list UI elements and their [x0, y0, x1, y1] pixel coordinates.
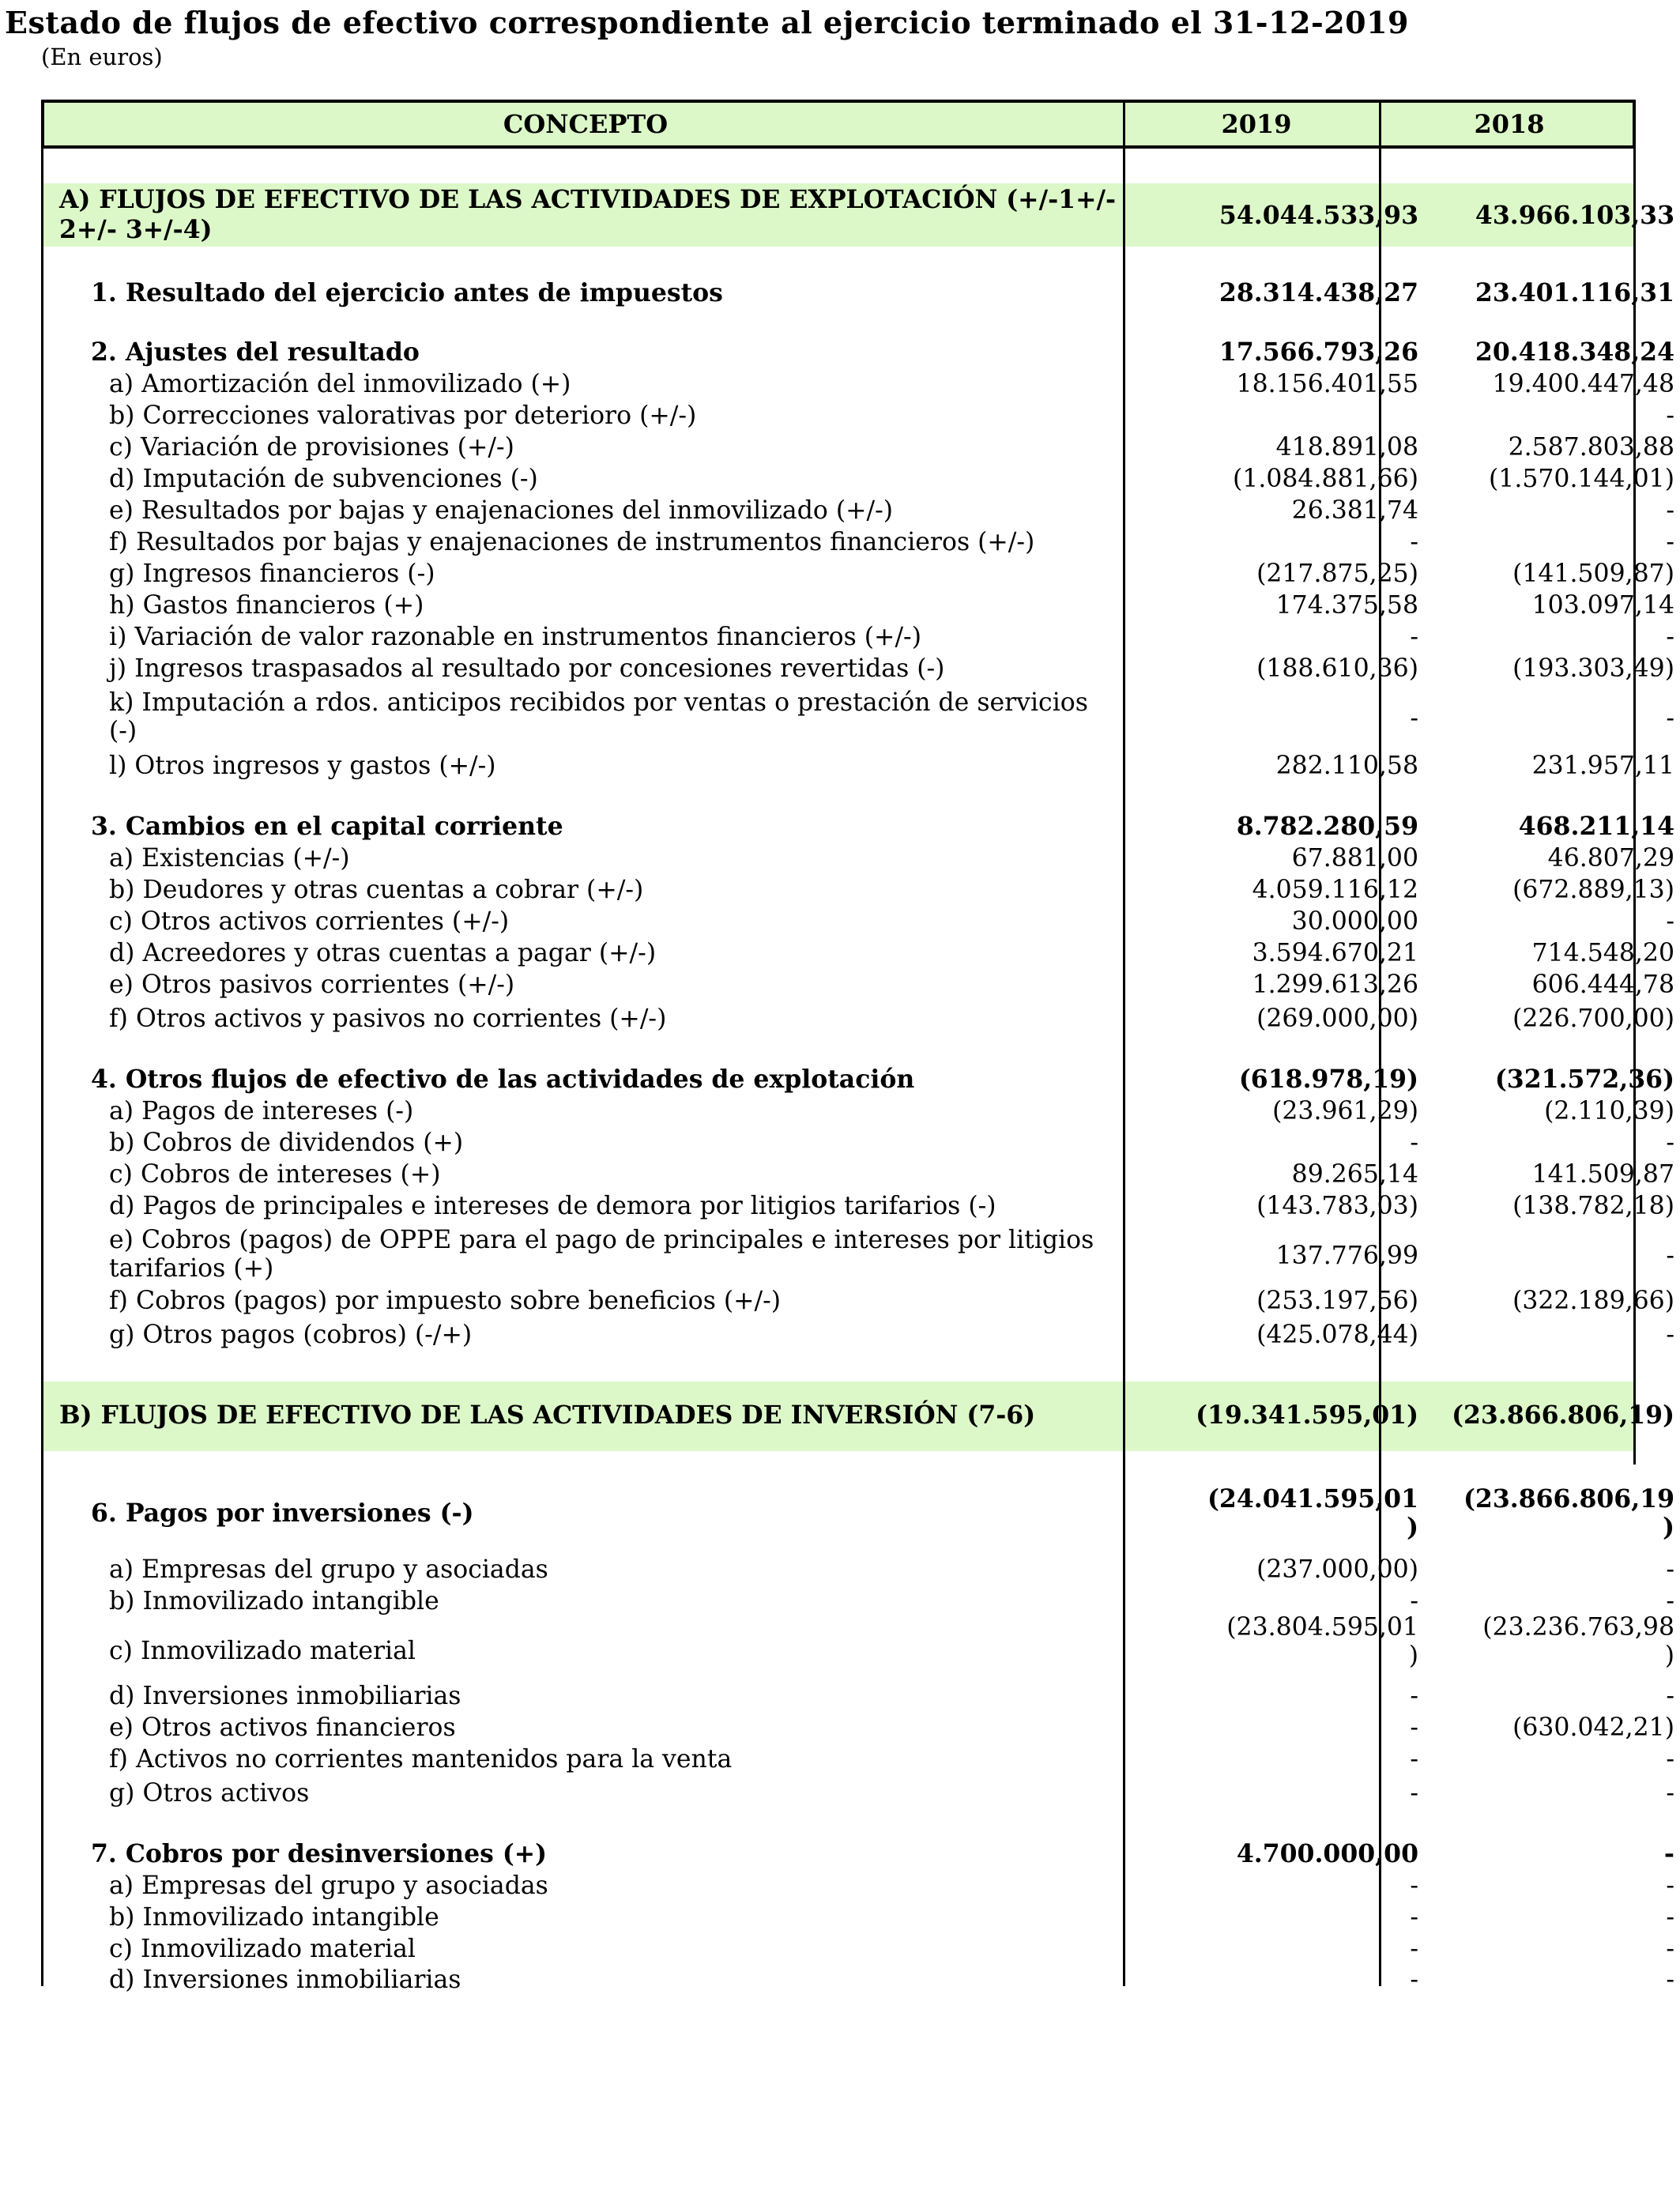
- value-2019: 418.891,08: [1275, 433, 1418, 462]
- row-label: d) Inversiones inmobiliarias: [109, 1966, 461, 1994]
- row-label: h) Gastos financieros (+): [109, 591, 424, 620]
- row-label: A) FLUJOS DE EFECTIVO DE LAS ACTIVIDADES DE EXPLOTACIÓN (+/-1+/-: [59, 185, 1117, 214]
- row-label: B) FLUJOS DE EFECTIVO DE LAS ACTIVIDADES DE INVERSIÓN (7-6): [59, 1400, 1036, 1430]
- value-2018: -: [1666, 704, 1674, 733]
- row-label: g) Otros pagos (cobros) (-/+): [109, 1321, 473, 1349]
- row-label: i) Variación de valor razonable en instrumentos financieros (+/-): [109, 623, 921, 651]
- value-2019: -: [1410, 704, 1418, 733]
- value-2018: -: [1666, 623, 1674, 651]
- value-2019: (237.000,00): [1256, 1555, 1418, 1584]
- row-label: a) Pagos de intereses (-): [109, 1097, 414, 1125]
- value-2019: (23.961,29): [1272, 1097, 1418, 1125]
- value-2019: 67.881,00: [1291, 844, 1418, 873]
- value-2018: -: [1666, 907, 1674, 936]
- value-2019: 28.314.438,27: [1219, 278, 1418, 307]
- value-2019: -: [1410, 1682, 1418, 1710]
- value-2018: 46.807,29: [1547, 844, 1674, 873]
- table-border-left: [41, 147, 43, 1986]
- row-label: e) Otros activos financieros: [109, 1713, 456, 1742]
- value-2018: (193.303,49): [1512, 654, 1674, 683]
- table-row: [43, 1225, 1674, 1285]
- row-label: a) Existencias (+/-): [109, 844, 350, 873]
- row-label: a) Empresas del grupo y asociadas: [109, 1555, 548, 1584]
- row-label: c) Variación de provisiones (+/-): [109, 433, 514, 462]
- value-2018: (226.700,00): [1512, 1005, 1674, 1033]
- value-2018: 714.548,20: [1531, 939, 1674, 967]
- value-2019: (23.804.595,01: [1226, 1613, 1418, 1642]
- value-2018: 2.587.803,88: [1508, 433, 1674, 462]
- table-row: [43, 185, 1674, 245]
- header-year-2019: 2019: [1221, 109, 1292, 139]
- value-2019: (188.610,36): [1256, 654, 1418, 683]
- value-2018: -: [1666, 1555, 1674, 1584]
- value-2019: -: [1410, 1713, 1418, 1742]
- value-2019: -: [1410, 1745, 1418, 1774]
- row-label: e) Cobros (pagos) de OPPE para el pago de principales e intereses por litigios: [109, 1226, 1094, 1254]
- page-title: Estado de flujos de efectivo correspondiente al ejercicio terminado el 31-12-2019: [5, 5, 1409, 40]
- value-2019: 174.375,58: [1275, 591, 1418, 620]
- row-label: f) Resultados por bajas y enajenaciones de instrumentos financieros (+/-): [109, 528, 1035, 556]
- row-label: j) Ingresos traspasados al resultado por concesiones revertidas (-): [109, 654, 945, 683]
- value-2019: 137.776,99: [1275, 1242, 1418, 1270]
- value-2019: 30.000,00: [1291, 907, 1418, 936]
- value-2018: 19.400.447,48: [1492, 370, 1674, 398]
- value-2018: (23.236.763,98: [1482, 1613, 1674, 1642]
- value-2019: 17.566.793,26: [1219, 337, 1418, 367]
- value-2019: 26.381,74: [1291, 496, 1418, 525]
- value-2018: -: [1666, 528, 1674, 556]
- row-label: c) Otros activos corrientes (+/-): [109, 907, 510, 936]
- value-2018: -: [1666, 1682, 1674, 1710]
- row-label: k) Imputación a rdos. anticipos recibidos por ventas o prestación de servicios: [109, 688, 1088, 717]
- row-label: g) Ingresos financieros (-): [109, 560, 435, 588]
- row-label: b) Cobros de dividendos (+): [109, 1129, 464, 1157]
- value-2019: -: [1410, 1872, 1418, 1900]
- row-label-cont: tarifarios (+): [109, 1254, 274, 1283]
- value-2019: (269.000,00): [1256, 1005, 1418, 1033]
- value-2018: 468.211,14: [1518, 812, 1674, 841]
- row-label: l) Otros ingresos y gastos (+/-): [109, 752, 496, 780]
- value-2019: 8.782.280,59: [1236, 812, 1418, 841]
- value-2018: (630.042,21): [1512, 1713, 1674, 1742]
- value-2018: -: [1666, 1966, 1674, 1994]
- header-year-2018: 2018: [1474, 109, 1545, 139]
- value-2018: -: [1666, 1935, 1674, 1963]
- value-2019: 4.700.000,00: [1236, 1839, 1418, 1868]
- row-label: e) Otros pasivos corrientes (+/-): [109, 971, 515, 999]
- row-label: d) Inversiones inmobiliarias: [109, 1682, 461, 1710]
- row-label: a) Amortización del inmovilizado (+): [109, 370, 571, 398]
- value-2018: 231.957,11: [1531, 752, 1674, 780]
- row-label: a) Empresas del grupo y asociadas: [109, 1872, 548, 1900]
- row-label: b) Deudores y otras cuentas a cobrar (+/-): [109, 876, 644, 904]
- table-row: [43, 1954, 1674, 1994]
- value-2019: 18.156.401,55: [1236, 370, 1418, 398]
- value-2019: -: [1410, 1966, 1418, 1994]
- table-row: [43, 688, 1674, 748]
- value-2018: (141.509,87): [1512, 560, 1674, 588]
- value-2019: -: [1410, 623, 1418, 651]
- value-2018: -: [1666, 1903, 1674, 1932]
- value-2019: 1.299.613,26: [1252, 971, 1418, 999]
- value-2018: -: [1666, 1872, 1674, 1900]
- value-2018: -: [1663, 1839, 1674, 1868]
- row-label-cont: (-): [109, 717, 137, 745]
- value-2019: -: [1410, 1129, 1418, 1157]
- value-2018: 23.401.116,31: [1475, 278, 1674, 307]
- row-label: g) Otros activos: [109, 1779, 310, 1808]
- value-2018: (672.889,13): [1512, 876, 1674, 904]
- value-2018: 43.966.103,33: [1475, 201, 1674, 230]
- value-2019: (217.875,25): [1256, 560, 1418, 588]
- value-2018: -: [1666, 401, 1674, 430]
- row-label: b) Correcciones valorativas por deterioro (+/-): [109, 401, 697, 430]
- value-2018: -: [1666, 1745, 1674, 1774]
- value-2019: (618.978,19): [1238, 1065, 1418, 1094]
- value-2019-cont: ): [1407, 1513, 1418, 1542]
- value-2019-cont: ): [1408, 1642, 1418, 1670]
- value-2019: (425.078,44): [1256, 1321, 1418, 1349]
- table-row: [43, 1612, 1674, 1672]
- value-2018: -: [1666, 496, 1674, 525]
- table-header: [41, 100, 1636, 149]
- row-label: 4. Otros flujos de efectivo de las actividades de explotación: [91, 1065, 915, 1094]
- row-label: b) Inmovilizado intangible: [109, 1587, 439, 1615]
- row-label: c) Inmovilizado material: [109, 1935, 416, 1963]
- value-2019: 3.594.670,21: [1252, 939, 1418, 967]
- value-2018: 20.418.348,24: [1475, 337, 1674, 367]
- row-label: f) Activos no corrientes mantenidos para la venta: [109, 1745, 733, 1774]
- table-row: [43, 1484, 1674, 1544]
- value-2019: (253.197,56): [1256, 1287, 1418, 1315]
- value-2019: (24.041.595,01: [1207, 1484, 1418, 1514]
- value-2018-cont: ): [1664, 1642, 1674, 1670]
- row-label: 7. Cobros por desinversiones (+): [91, 1839, 548, 1868]
- value-2018: (138.782,18): [1512, 1192, 1674, 1220]
- value-2019: 54.044.533,93: [1219, 201, 1418, 230]
- value-2018-cont: ): [1663, 1513, 1674, 1542]
- row-label: 1. Resultado del ejercicio antes de impuestos: [91, 278, 723, 307]
- row-label: e) Resultados por bajas y enajenaciones del inmovilizado (+/-): [109, 496, 894, 525]
- row-label: c) Inmovilizado material: [109, 1637, 416, 1665]
- row-label: 2. Ajustes del resultado: [91, 337, 420, 367]
- value-2018: -: [1666, 1129, 1674, 1157]
- row-label: b) Inmovilizado intangible: [109, 1903, 439, 1932]
- value-2018: -: [1666, 1242, 1674, 1270]
- value-2019: -: [1410, 1587, 1418, 1615]
- row-label-cont: 2+/- 3+/-4): [59, 215, 213, 244]
- value-2019: -: [1410, 528, 1418, 556]
- value-2018: -: [1666, 1321, 1674, 1349]
- value-2019: (19.341.595,01): [1196, 1400, 1418, 1430]
- row-label: f) Otros activos y pasivos no corrientes (+/-): [109, 1005, 667, 1033]
- value-2018: 103.097,14: [1531, 591, 1674, 620]
- row-label: 6. Pagos por inversiones (-): [91, 1498, 474, 1528]
- value-2018: (321.572,36): [1494, 1065, 1674, 1094]
- value-2019: -: [1410, 1779, 1418, 1808]
- value-2019: 282.110,58: [1275, 752, 1418, 780]
- value-2018: 606.444,78: [1531, 971, 1674, 999]
- value-2019: 4.059.116,12: [1252, 876, 1418, 904]
- value-2018: (23.866.806,19): [1452, 1400, 1674, 1430]
- row-label: f) Cobros (pagos) por impuesto sobre beneficios (+/-): [109, 1287, 782, 1315]
- row-label: d) Imputación de subvenciones (-): [109, 465, 538, 493]
- row-label: d) Pagos de principales e intereses de demora por litigios tarifarios (-): [109, 1192, 996, 1220]
- value-2018: (1.570.144,01): [1489, 465, 1674, 493]
- value-2018: 141.509,87: [1531, 1160, 1674, 1189]
- value-2019: -: [1410, 1935, 1418, 1963]
- value-2018: (23.866.806,19: [1463, 1484, 1674, 1514]
- value-2018: -: [1666, 1587, 1674, 1615]
- header-concept: CONCEPTO: [503, 109, 669, 139]
- row-label: d) Acreedores y otras cuentas a pagar (+/-): [109, 939, 657, 967]
- row-label: c) Cobros de intereses (+): [109, 1160, 441, 1189]
- row-label: 3. Cambios en el capital corriente: [91, 812, 563, 841]
- value-2018: (2.110,39): [1544, 1097, 1674, 1125]
- value-2018: -: [1666, 1779, 1674, 1808]
- page-subtitle: (En euros): [41, 43, 163, 70]
- value-2019: 89.265,14: [1291, 1160, 1418, 1189]
- value-2019: -: [1410, 1903, 1418, 1932]
- value-2019: (1.084.881,66): [1233, 465, 1418, 493]
- value-2018: (322.189,66): [1512, 1287, 1674, 1315]
- value-2019: (143.783,03): [1256, 1192, 1418, 1220]
